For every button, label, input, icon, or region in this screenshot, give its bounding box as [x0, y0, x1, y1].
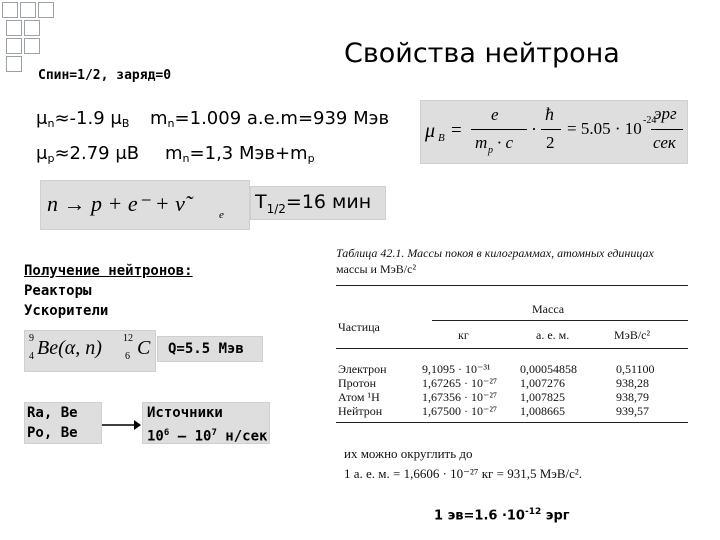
table-row-mev: 938,28: [616, 376, 649, 390]
mu-n-value: ≈-1.9 μ: [54, 108, 122, 129]
sources-label-line-1: Источники: [147, 405, 223, 421]
formula-unit-num: эрг: [654, 104, 677, 123]
reaction-product: C: [137, 337, 151, 359]
decor-square: [20, 2, 36, 18]
table-col-particle: Частица: [338, 320, 380, 334]
decor-square: [2, 2, 18, 18]
decor-square: [6, 56, 22, 72]
flux-exp-1: 6: [163, 428, 170, 438]
m-n2-value: =1,3 Мэв+m: [189, 143, 308, 164]
production-heading: [24, 261, 193, 321]
table-row-kg: 1,67265 · 10⁻²⁷: [422, 376, 498, 390]
q-value-text: Q=5.5 Мэв: [168, 341, 244, 357]
production-title: Получение нейтронов:: [24, 263, 193, 279]
mu-n-subscript-b: B: [121, 117, 130, 130]
table-header-group: Масса: [532, 302, 565, 316]
footer-exponent: -12: [524, 507, 542, 517]
table-row-amu: 1,008665: [520, 404, 565, 418]
reactors-label: Реакторы: [24, 283, 92, 299]
table-row-kg: 9,1095 · 10⁻³¹: [422, 362, 491, 376]
table-row-name: Нейтрон: [338, 404, 383, 418]
m-n2-subscript-p: p: [307, 152, 315, 165]
half-life-text: [255, 191, 371, 216]
m-n2-subscript: n: [182, 152, 190, 165]
formula-result: = 5.05 · 10: [567, 119, 642, 138]
table-row-kg: 1,67356 · 10⁻²⁷: [422, 390, 498, 404]
table-row-mev: 0,51100: [616, 362, 655, 376]
mu-p-value: ≈2.79 μB: [54, 143, 140, 164]
decay-subscript: e: [219, 209, 224, 221]
table-row-mev: 938,79: [616, 390, 649, 404]
half-life-subscript: 1/2: [266, 201, 286, 216]
formula-num-hbar: ħ: [545, 104, 554, 124]
half-life-symbol: T: [255, 191, 267, 213]
table-row-name: Электрон: [338, 362, 387, 376]
table-row-name: Атом ¹H: [338, 390, 380, 404]
spin-charge-text: Спин=1/2, заряд=0: [38, 68, 172, 83]
reaction-left: Be(α, n): [37, 337, 102, 359]
table-row-kg: 1,67500 · 10⁻²⁷: [422, 404, 498, 418]
footer-unit: эрг: [541, 508, 570, 524]
formula-den-2: 2: [546, 133, 555, 152]
mu-p-subscript: p: [47, 152, 55, 165]
m-n-symbol: m: [150, 108, 168, 129]
m-n2-symbol: m: [165, 143, 183, 164]
c-mass-number: 12: [123, 333, 133, 344]
formula-num-e: e: [491, 105, 499, 124]
footer-conversion: [434, 507, 570, 523]
be-atomic-number: 4: [29, 351, 34, 362]
table-col-amu: а. е. м.: [536, 328, 570, 342]
c-atomic-number: 6: [125, 351, 130, 362]
sources-line-2: Po, Be: [27, 425, 78, 441]
fraction-bar: [541, 129, 561, 130]
sources-box: [24, 402, 102, 444]
be-mass-number: 9: [29, 333, 34, 344]
mu-n-line: [36, 108, 129, 130]
table-equation: 1 а. е. м. = 1,6606 · 10⁻²⁷ кг = 931,5 МэВ/c².: [344, 466, 583, 481]
sources-label-line-2: [147, 423, 267, 447]
flux-base-1: 10: [147, 428, 164, 445]
bohr-magneton-formula: [420, 100, 688, 164]
formula-dot: ·: [531, 119, 537, 139]
formula-exponent: -24: [643, 115, 657, 126]
table-row-amu: 1,007276: [520, 376, 565, 390]
flux-base-2: – 10: [169, 428, 212, 445]
decay-text: n → p + e⁻ + ν̃: [47, 191, 185, 216]
accelerators-label: Ускорители: [24, 303, 109, 319]
table-caption-2: массы и МэВ/c²: [336, 262, 417, 276]
decor-square: [6, 20, 22, 36]
reaction-equation: [24, 330, 156, 372]
formula-lhs-sub: B: [438, 132, 445, 144]
table-note: их можно округлить до: [344, 446, 473, 461]
table-row-mev: 939,57: [616, 404, 649, 418]
sources-label-box: [142, 402, 270, 444]
formula-unit-den: сек: [653, 133, 676, 152]
m-n-subscript: n: [167, 117, 175, 130]
flux-exp-2: 7: [211, 428, 217, 438]
m-n-line: [150, 108, 389, 130]
decor-square: [38, 2, 54, 18]
mu-n-subscript: n: [47, 117, 55, 130]
table-caption-1: Таблица 42.1. Массы покоя в килограммах, атомных единицах: [336, 246, 654, 260]
formula-den-sub: p: [488, 145, 493, 156]
formula-equals: =: [451, 120, 462, 141]
mu-p-symbol: μ: [36, 143, 48, 164]
decor-square: [24, 20, 40, 36]
footer-base: 1 эв=1.6 ·10: [434, 508, 525, 524]
table-row-amu: 1,007825: [520, 390, 565, 404]
decor-square: [6, 38, 22, 54]
table-col-mev: МэВ/c²: [614, 328, 651, 342]
table-col-kg: кг: [458, 328, 469, 342]
fraction-bar: [471, 129, 527, 130]
mu-p-line: [36, 143, 139, 165]
table-row-name: Протон: [338, 376, 377, 390]
mass-table: [322, 240, 692, 505]
fraction-bar: [651, 129, 683, 130]
m-n2-line: [165, 143, 315, 165]
decor-square: [24, 38, 40, 54]
formula-lhs: μ: [425, 120, 436, 142]
formula-den-rest: · c: [497, 133, 514, 152]
q-value-box: [157, 336, 263, 362]
half-life-value: =16 мин: [285, 191, 372, 213]
mu-n-symbol: μ: [36, 108, 48, 129]
slide-title: Свойства нейтрона: [344, 38, 620, 69]
table-row-amu: 0,00054858: [520, 362, 577, 376]
arrow-icon: [100, 418, 142, 432]
half-life-box: [250, 186, 386, 220]
flux-unit: н/сек: [216, 428, 268, 445]
m-n-value: =1.009 а.е.m=939 Мэв: [174, 108, 390, 129]
decay-equation: [40, 180, 250, 230]
formula-den-m: m: [475, 133, 488, 152]
sources-line-1: Ra, Be: [27, 405, 78, 421]
